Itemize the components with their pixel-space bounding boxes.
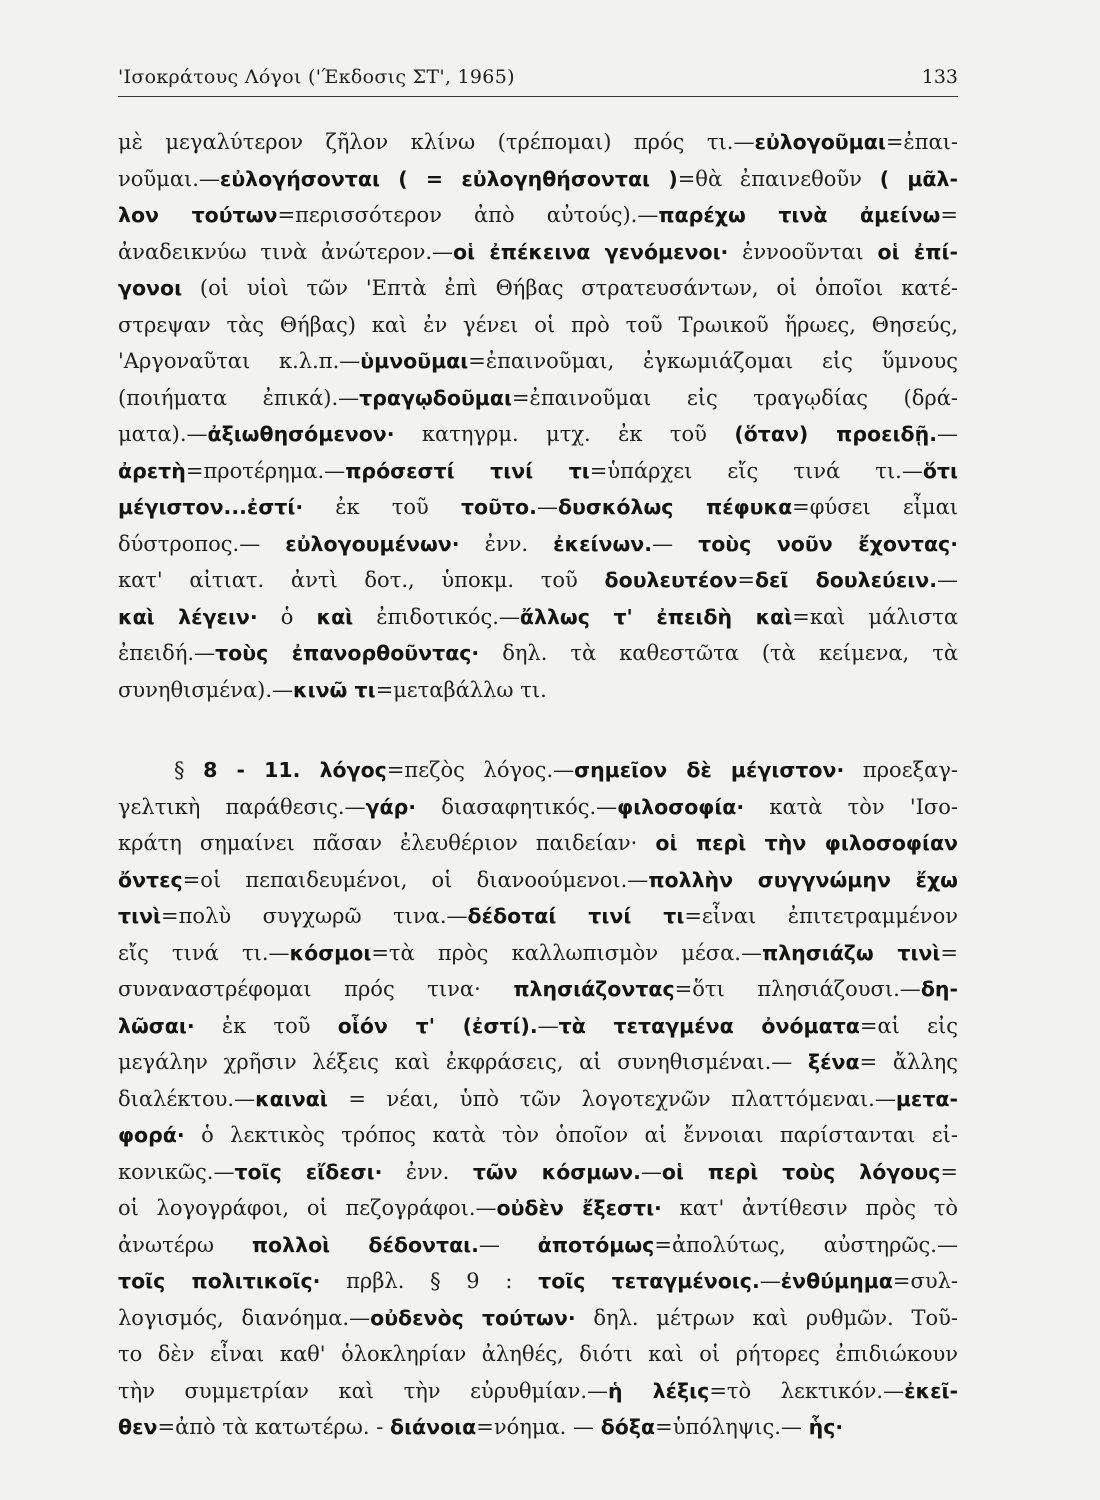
running-head-title: 'Ισοκράτους Λόγοι ('Έκδοσις ΣΤ', 1965) [118, 66, 515, 88]
lemma-term: εὐλογοῦμαι [754, 130, 886, 154]
gloss-text: § [174, 758, 204, 782]
lemma-term: ἀξιωθησόμενον· [207, 422, 395, 446]
text-line [118, 380, 958, 417]
text-line [118, 599, 958, 636]
lemma-term: τὰ τεταγμένα ὀνόματα [558, 1013, 860, 1038]
gloss-text: γελτικὴ παράθεσις.— [118, 794, 366, 819]
gloss-text: =ἐπαινοῦμαι εἰς τραγῳδίας (δρά- [511, 385, 958, 410]
gloss-text: δηλ. μέτρων καὶ ρυθμῶν. Τοῦ- [575, 1305, 958, 1330]
lemma-term: δη- [920, 977, 958, 1001]
gloss-text: =πολὺ συγχωρῶ τινα.— [161, 904, 468, 928]
gloss-text: δηλ. τὰ καθεστῶτα (τὰ κείμενα, τὰ [479, 641, 958, 665]
text-line [118, 1117, 958, 1154]
gloss-text: ἐνν. [382, 1159, 473, 1184]
text-line [118, 1336, 958, 1373]
text-line [118, 935, 958, 972]
text-line [118, 1227, 958, 1264]
gloss-text: =περισσότερον ἀπὸ αὐτούς).— [277, 203, 659, 227]
gloss-text: κατ' ἀντίθεσιν πρὸς τὸ [661, 1196, 958, 1220]
gloss-text: ἐπειδή.— [118, 641, 216, 665]
lemma-term: πολλοὶ δέδονται. [251, 1232, 479, 1257]
gloss-text: νοῦμαι.— [118, 166, 220, 191]
gloss-text: ἐκ τοῦ [303, 495, 461, 519]
text-line [118, 526, 958, 563]
text-line [118, 161, 958, 198]
gloss-text: συναναστρέφομαι πρός τινα· [118, 977, 514, 1001]
lemma-term: πολλὴν συγγνώμην ἔχω [648, 867, 958, 892]
lemma-term: πλησιάζω τινὶ [761, 940, 941, 965]
gloss-text: 'Αργοναῦται κ.λ.π.— [118, 349, 361, 373]
gloss-text: — [936, 422, 958, 446]
gloss-text: στρεψαν τὰς Θήβας) καὶ ἐν γένει οἱ πρὸ τοῦ Τρωικοῦ ἥρωες, Θησεύς, [118, 312, 958, 337]
text-line [118, 862, 958, 899]
lemma-term: δυσκόλως πέφυκα [557, 495, 793, 519]
gloss-text: — [640, 1159, 662, 1184]
gloss-text: =προτέρημα.— [185, 458, 346, 483]
gloss-text: εἴς τινά τι.— [118, 940, 290, 965]
lemma-term: λῶσαι· [118, 1013, 195, 1038]
lemma-term: οὐδενὸς τούτων· [370, 1305, 576, 1330]
gloss-text: =καὶ μάλιστα [792, 604, 958, 629]
lemma-term: φιλοσοφία· [617, 794, 745, 819]
gloss-text: μεγάλην χρῆσιν λέξεις καὶ ἐκφράσεις, αἱ συνηθισμέναι.— [118, 1050, 808, 1074]
lemma-term: παρέχω τινὰ ἀμείνω [658, 203, 941, 227]
text-line [118, 1044, 958, 1081]
gloss-text: κράτη σημαίνει πᾶσαν ἐλευθέριον παιδείαν· [118, 831, 656, 855]
text-line [118, 197, 958, 234]
gloss-text: = [940, 1159, 958, 1184]
gloss-text: =νόημα. — [476, 1415, 601, 1439]
lemma-term: φορά· [118, 1123, 185, 1147]
text-line [118, 1300, 958, 1337]
lemma-term: τοῖς εἴδεσι· [234, 1159, 383, 1184]
lemma-term: τοὺς ἐπανορθοῦντας· [215, 641, 480, 665]
gloss-text: =ὑπόληψις.— [655, 1415, 809, 1439]
lemma-term: ξένα [807, 1050, 860, 1074]
lemma-term: σημεῖον δὲ μέγιστον· [574, 758, 845, 782]
lemma-term: εὐλογήσονται ( = εὐλογηθήσονται ) [219, 166, 678, 191]
gloss-text: =φύσει εἶμαι [792, 495, 958, 519]
gloss-text: τὴν συμμετρίαν καὶ τὴν εὐρυθμίαν.— [118, 1378, 609, 1403]
gloss-text: ὁ λεκτικὸς τρόπος κατὰ τὸν ὁποῖον αἱ ἔννοιαι παρίστανται εἰ- [184, 1123, 958, 1147]
lemma-term: οἱ περὶ τοὺς λόγους [661, 1159, 941, 1184]
gloss-text: =τὸ λεκτικόν.— [709, 1378, 905, 1403]
gloss-text: =αἱ εἰς [859, 1013, 958, 1038]
gloss-text: προεξαγ- [844, 758, 958, 782]
gloss-text: — [537, 1013, 559, 1038]
gloss-text: — [759, 1269, 781, 1293]
text-line [118, 635, 958, 672]
lemma-term: τοῖς πολιτικοῖς· [118, 1269, 321, 1293]
lemma-term: ὄντες [118, 867, 183, 892]
text-line [118, 1190, 958, 1227]
text-line [118, 489, 958, 526]
lemma-term: δόξα [600, 1415, 656, 1439]
text-line [118, 1409, 958, 1446]
lemma-term: 8 - 11. λόγος [203, 758, 387, 782]
gloss-text: = [940, 940, 958, 965]
gloss-text: — [536, 495, 558, 519]
gloss-text: ἐννοοῦνται [728, 239, 878, 264]
text-line [118, 752, 958, 789]
gloss-text: ἐπιδοτικός.— [353, 604, 520, 629]
lemma-term: ἀποτόμως [537, 1232, 655, 1257]
lemma-term: πρόσεστί τινί τι [345, 458, 590, 483]
lemma-term: ἐκεῖ- [904, 1378, 958, 1403]
lemma-term: ἐκείνων. [553, 531, 653, 556]
gloss-text: πρβλ. § 9 : [320, 1269, 539, 1293]
text-line [118, 416, 958, 453]
lemma-term: καὶ λέγειν· [118, 604, 258, 629]
gloss-text: διαλέκτου.— [118, 1086, 256, 1111]
lemma-term: οὐδὲν ἔξεστι· [496, 1196, 662, 1220]
gloss-text: κατ' αἰτιατ. ἀντὶ δοτ., ὑποκμ. τοῦ [118, 568, 605, 592]
lemma-term: ἄλλως τ' ἐπειδὴ καὶ [519, 604, 793, 629]
lemma-term: γάρ· [365, 794, 417, 819]
gloss-text: κονικῶς.— [118, 1159, 235, 1184]
gloss-text: ὁ [257, 604, 317, 629]
lemma-term: καιναὶ [255, 1086, 328, 1111]
gloss-text: =οἱ πεπαιδευμένοι, οἱ διανοούμενοι.— [182, 867, 649, 892]
lemma-term: μετα- [895, 1086, 958, 1111]
lemma-term: διάνοια [389, 1415, 477, 1439]
lemma-term: οἷόν τ' (ἐστί). [337, 1013, 538, 1038]
lemma-term: τραγῳδοῦμαι [359, 385, 512, 410]
lemma-term: οἱ περὶ τὴν φιλοσοφίαν [655, 831, 958, 855]
lemma-term: ὑμνοῦμαι [360, 349, 469, 373]
text-line [118, 1008, 958, 1045]
gloss-text: =συλ- [892, 1269, 958, 1293]
lemma-term: οἱ ἐπί- [877, 239, 958, 264]
gloss-text: = [737, 568, 755, 592]
gloss-text: =ἀπὸ τὰ κατωτέρω. - [157, 1415, 390, 1439]
text-line [118, 270, 958, 307]
commentary-paragraph-1 [118, 124, 958, 708]
lemma-term: δουλευτέον [604, 568, 738, 592]
gloss-text: — [478, 1232, 538, 1257]
page-number: 133 [921, 66, 958, 88]
text-line [118, 672, 958, 709]
gloss-text: =θὰ ἐπαινεθοῦν [677, 166, 880, 191]
lemma-term: τοῖς τεταγμένοις. [538, 1269, 760, 1293]
gloss-text: ἀνωτέρω [118, 1232, 252, 1257]
gloss-text: =ἀπολύτως, αὐστηρῶς.— [654, 1232, 958, 1257]
gloss-text: λογισμός, διανόημα.— [118, 1305, 371, 1330]
gloss-text: κατὰ τὸν 'Ισο- [744, 794, 958, 819]
gloss-text: = νέαι, ὑπὸ τῶν λογοτεχνῶν πλαττόμεναι.— [327, 1086, 896, 1111]
text-line [118, 971, 958, 1008]
text-line [118, 789, 958, 826]
gloss-text: =μεταβάλλω τι. [375, 677, 547, 702]
gloss-text: ἐνν. [459, 531, 554, 556]
lemma-term: κόσμοι [289, 940, 372, 965]
gloss-text: — [937, 568, 958, 592]
lemma-term: θεν [118, 1415, 158, 1439]
gloss-text: — [652, 531, 699, 556]
lemma-term: ( μᾶλ- [879, 166, 958, 191]
lemma-term: πλησιάζοντας [513, 977, 675, 1001]
lemma-term: ὅτι [922, 458, 958, 483]
lemma-term: μέγιστον...ἐστί· [118, 495, 304, 519]
gloss-text: το δὲν εἶναι καθ' ὁλοκληρίαν ἀληθές, διότι καὶ οἱ ρήτορες ἐπιδιώκουν [118, 1342, 958, 1366]
text-line [118, 343, 958, 380]
gloss-text: ἐκ τοῦ [194, 1013, 338, 1038]
lemma-term: γονοι [118, 276, 183, 300]
gloss-text: = [940, 203, 958, 227]
gloss-text: μὲ μεγαλύτερον ζῆλον κλίνω (τρέπομαι) πρός τι.— [118, 130, 755, 154]
text-line [118, 898, 958, 935]
gloss-text: =ὑπάρχει εἴς τινά τι.— [589, 458, 923, 483]
gloss-text: κατηγρμ. μτχ. ἐκ τοῦ [394, 422, 735, 446]
text-line [118, 307, 958, 344]
gloss-text: ματα).— [118, 422, 208, 446]
gloss-text: (ποιήματα ἐπικά).— [118, 385, 360, 410]
lemma-term: ἡ λέξις [608, 1378, 710, 1403]
gloss-text: =τὰ πρὸς καλλωπισμὸν μέσα.— [371, 940, 762, 965]
lemma-term: τοῦτο. [460, 495, 537, 519]
text-line [118, 1154, 958, 1191]
text-line [118, 825, 958, 862]
text-line [118, 124, 958, 161]
text-line [118, 1081, 958, 1118]
lemma-term: δέδοταί τινί τι [467, 904, 685, 928]
text-line [118, 1263, 958, 1300]
text-line [118, 562, 958, 599]
lemma-term: τινὶ [118, 904, 162, 928]
lemma-term: δεῖ δουλεύειν. [754, 568, 937, 592]
lemma-term: εὐλογουμένων· [285, 531, 460, 556]
gloss-text: =πεζὸς λόγος.— [386, 758, 575, 782]
lemma-term: (ὅταν) προειδῇ. [734, 422, 937, 446]
gloss-text: =ὅτι πλησιάζουσι.— [674, 977, 921, 1001]
text-line [118, 453, 958, 490]
gloss-text: οἱ λογογράφοι, οἱ πεζογράφοι.— [118, 1196, 497, 1220]
lemma-term: τοὺς νοῦν ἔχοντας· [698, 531, 958, 556]
lemma-term: καὶ [316, 604, 354, 629]
gloss-text: δύστροπος.— [118, 531, 286, 556]
gloss-text: =ἐπαι- [885, 130, 958, 154]
lemma-term: τῶν κόσμων. [472, 1159, 641, 1184]
gloss-text: συνηθισμένα).— [118, 677, 294, 702]
gloss-text: =εἶναι ἐπιτετραμμένον [684, 904, 958, 928]
gloss-text: ἀναδεικνύω τινὰ ἀνώτερον.— [118, 239, 454, 264]
commentary-text [118, 124, 958, 1446]
gloss-text: =ἐπαινοῦμαι, ἐγκωμιάζομαι εἰς ὕμνους [468, 349, 958, 373]
text-line [118, 234, 958, 271]
gloss-text: διασαφητικός.— [416, 794, 618, 819]
lemma-term: κινῶ τι [293, 677, 376, 702]
lemma-term: λον τούτων [118, 203, 278, 227]
running-head [118, 66, 958, 97]
lemma-term: ἐνθύμημα [780, 1269, 893, 1293]
text-line [118, 1373, 958, 1410]
lemma-term: ἧς· [808, 1415, 844, 1439]
gloss-text: = ἄλλης [859, 1050, 958, 1074]
gloss-text: (οἱ υἱοὶ τῶν 'Επτὰ ἐπὶ Θήβας στρατευσάντων, οἱ ὁποῖοι κατέ- [182, 276, 958, 300]
lemma-term: οἱ ἐπέκεινα γενόμενοι· [453, 239, 729, 264]
commentary-paragraph-2 [118, 752, 958, 1446]
lemma-term: ἀρετὴ [118, 458, 186, 483]
